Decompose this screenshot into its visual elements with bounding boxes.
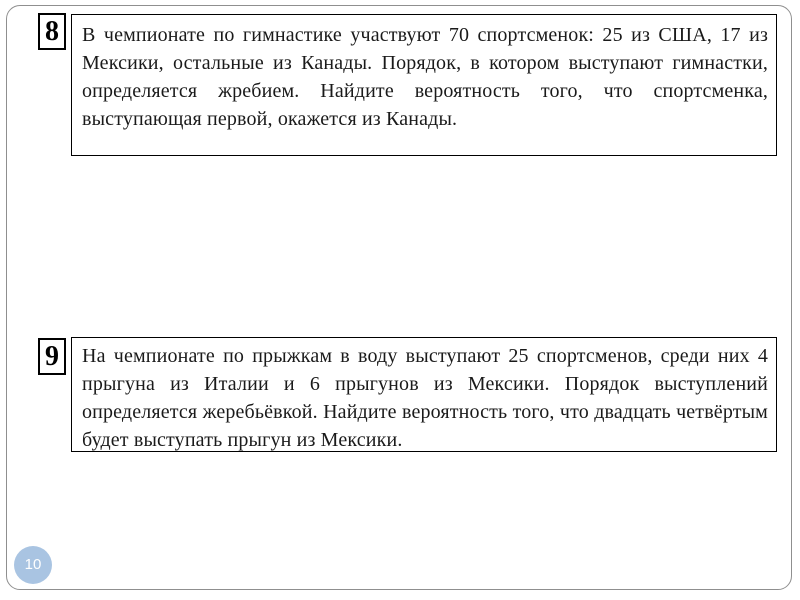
task-8-number: 8 <box>38 13 66 50</box>
page-number-badge: 10 <box>14 546 52 584</box>
task-8-text: В чемпионате по гимнастике участвуют 70 спортсменок: 25 из США, 17 из Мексики, остальные из Канады. Порядок, в котором выступают гимнастки, определяется жребием. Найдите вероятность того, что спортсменка, выступающая первой, окажется из Канады. <box>71 14 777 156</box>
task-9-text: На чемпионате по прыжкам в воду выступают 25 спортсменов, среди них 4 прыгуна из Италии и 6 прыгунов из Мексики. Порядок выступлений определяется жеребьёвкой. Найдите вероятность того, что двадцать четвёртым будет выступать прыгун из Мексики. <box>71 337 777 452</box>
task-9-number: 9 <box>38 338 66 375</box>
